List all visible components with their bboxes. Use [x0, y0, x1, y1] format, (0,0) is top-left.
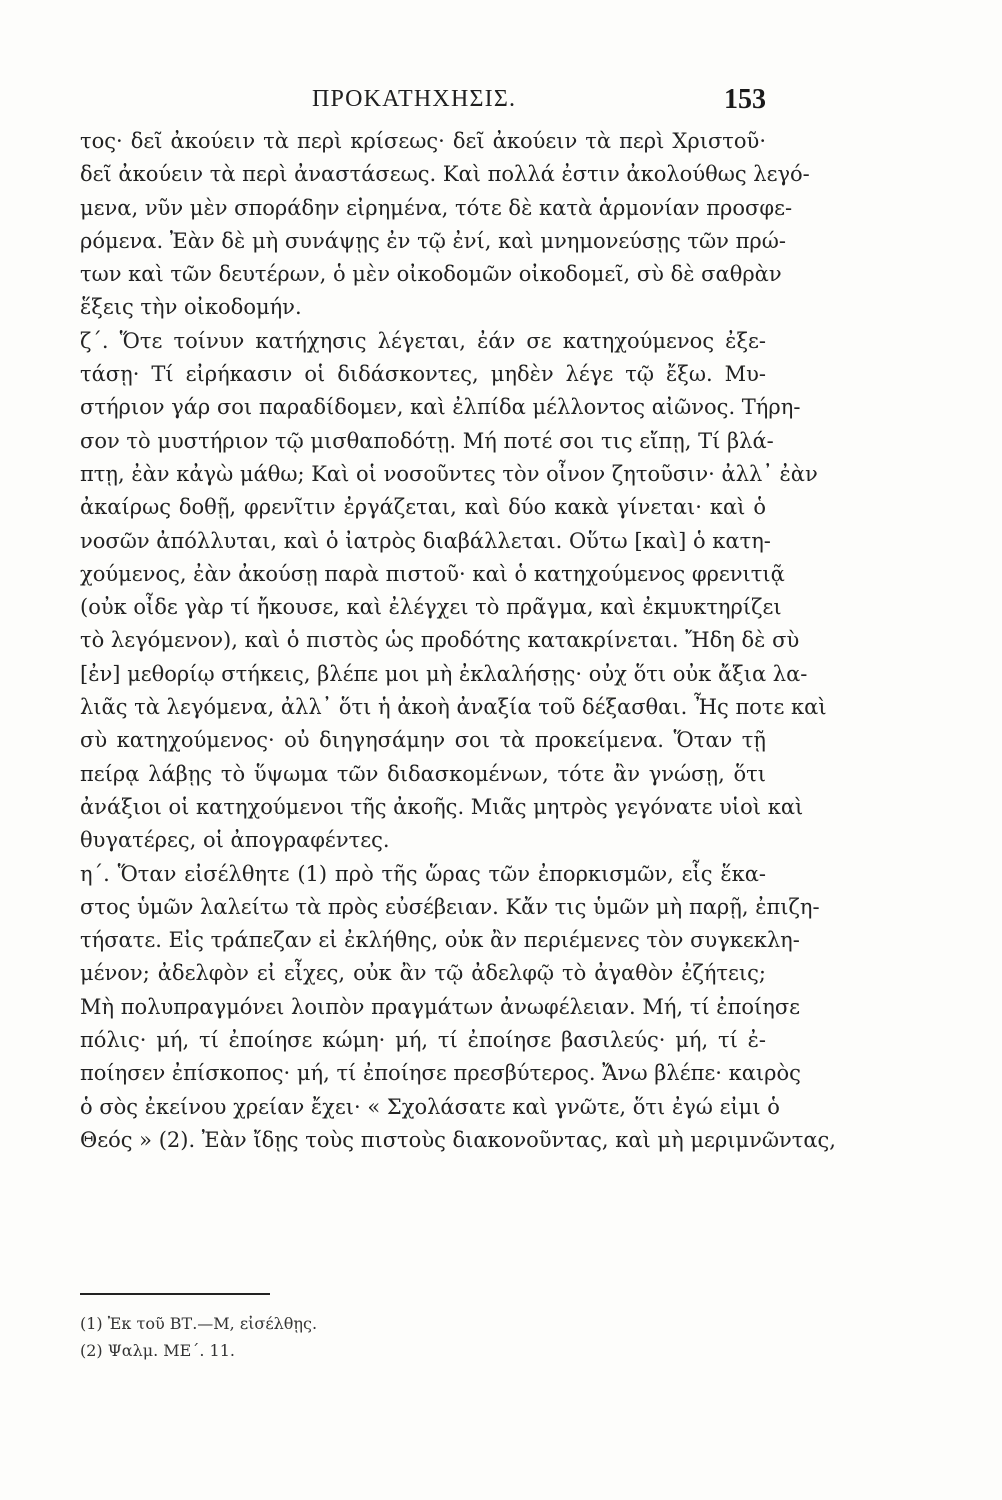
running-title: ΠΡΟΚΑΤΗΧΗΣΙΣ. [312, 86, 517, 112]
text-line: μενα, νῦν μὲν σποράδην εἰρημένα, τότε δὲ κατὰ ἁρμονίαν προσφε- [80, 195, 793, 220]
text-line: (οὐκ οἶδε γὰρ τί ἤκουσε, καὶ ἐλέγχει τὸ πρᾶγμα, καὶ ἐκμυκτηρίζει [80, 595, 782, 620]
text-line: σὺ κατηχούμενος· οὐ διηγησάμην σοι τὰ προκείμενα. Ὅταν τῇ [80, 728, 766, 753]
text-line: δεῖ ἀκούειν τὰ περὶ ἀναστάσεως. Καὶ πολλά ἐστιν ἀκολούθως λεγό- [80, 162, 810, 187]
footnote-divider [80, 1293, 270, 1295]
page-number: 153 [724, 84, 766, 115]
text-line: τήσατε. Εἰς τράπεζαν εἰ ἐκλήθης, οὐκ ἂν περιέμενες τὸν συγκεκλη- [80, 928, 800, 953]
text-line: στος ὑμῶν λαλείτω τὰ πρὸς εὐσέβειαν. Κἄν τις ὑμῶν μὴ παρῇ, ἐπιζη- [80, 894, 820, 919]
text-line: Θεός » (2). Ἐὰν ἴδῃς τοὺς πιστοὺς διακονοῦντας, καὶ μὴ μεριμνῶντας, [80, 1127, 836, 1152]
text-line: νοσῶν ἀπόλλυται, καὶ ὁ ἰατρὸς διαβάλλεται. Οὕτω [καὶ] ὁ κατη- [80, 528, 771, 553]
text-line: ἕξεις τὴν οἰκοδομήν. [80, 295, 302, 320]
text-line: ἀνάξιοι οἱ κατηχούμενοι τῆς ἀκοῆς. Μιᾶς μητρὸς γεγόνατε υἱοὶ καὶ [80, 794, 804, 819]
text-line: η΄. Ὅταν εἰσέλθητε (1) πρὸ τῆς ὥρας τῶν ἐπορκισμῶν, εἷς ἕκα- [80, 861, 766, 886]
text-line: ποίησεν ἐπίσκοπος· μή, τί ἐποίησε πρεσβύτερος. Ἄνω βλέπε· καιρὸς [80, 1061, 801, 1086]
text-line: ζ΄. Ὅτε τοίνυν κατήχησις λέγεται, ἐάν σε κατηχούμενος ἐξε- [80, 328, 766, 353]
text-line: πείρᾳ λάβῃς τὸ ὕψωμα τῶν διδασκομένων, τότε ἂν γνώσῃ, ὅτι [80, 761, 766, 786]
footnote: (2) Ψαλμ. ΜΕ΄. 11. [80, 1341, 235, 1360]
footnotes [80, 1310, 580, 1364]
text-line: σον τὸ μυστήριον τῷ μισθαποδότῃ. Μή ποτέ σοι τις εἴπῃ, Τί βλά- [80, 428, 774, 453]
text-line: ρόμενα. Ἐὰν δὲ μὴ συνάψῃς ἐν τῷ ἐνί, καὶ μνημονεύσῃς τῶν πρώ- [80, 228, 786, 253]
text-line: τάσῃ· Τί εἰρήκασιν οἱ διδάσκοντες, μηδὲν λέγε τῷ ἔξω. Μυ- [80, 362, 766, 387]
text-line: [ἐν] μεθορίῳ στήκεις, βλέπε μοι μὴ ἐκλαλήσῃς· οὐχ ὅτι οὐκ ἄξια λα- [80, 661, 808, 686]
text-line: πόλις· μή, τί ἐποίησε κώμη· μή, τί ἐποίησε βασιλεύς· μή, τί ἐ- [80, 1028, 766, 1053]
body-text [80, 125, 836, 1157]
text-line: ὁ σὸς ἐκείνου χρείαν ἔχει· « Σχολάσατε καὶ γνῶτε, ὅτι ἐγώ εἰμι ὁ [80, 1094, 780, 1119]
text-line: χούμενος, ἐὰν ἀκούσῃ παρὰ πιστοῦ· καὶ ὁ κατηχούμενος φρενιτιᾷ [80, 561, 785, 586]
text-line: μένον; ἀδελφὸν εἰ εἶχες, οὐκ ἂν τῷ ἀδελφῷ τὸ ἀγαθὸν ἐζήτεις; [80, 961, 766, 986]
text-line: στήριον γάρ σοι παραδίδομεν, καὶ ἐλπίδα μέλλοντος αἰῶνος. Τήρη- [80, 395, 801, 420]
text-line: θυγατέρες, οἱ ἀπογραφέντες. [80, 828, 390, 853]
text-line: ἀκαίρως δοθῇ, φρενῖτιν ἐργάζεται, καὶ δύο κακὰ γίνεται· καὶ ὁ [80, 495, 766, 520]
text-line: τὸ λεγόμενον), καὶ ὁ πιστὸς ὡς προδότης κατακρίνεται. Ἤδη δὲ σὺ [80, 628, 800, 653]
text-line: τος· δεῖ ἀκούειν τὰ περὶ κρίσεως· δεῖ ἀκούειν τὰ περὶ Χριστοῦ· [80, 129, 766, 153]
text-line: Μὴ πολυπραγμόνει λοιπὸν πραγμάτων ἀνωφέλειαν. Μή, τί ἐποίησε [80, 994, 801, 1019]
text-line: λιᾶς τὰ λεγόμενα, ἀλλ᾽ ὅτι ἡ ἀκοὴ ἀναξία τοῦ δέξασθαι. Ἦς ποτε καὶ [80, 695, 827, 720]
running-head [80, 86, 766, 122]
text-line: πτῃ, ἐὰν κἀγὼ μάθω; Καὶ οἱ νοσοῦντες τὸν οἶνον ζητοῦσιν· ἀλλ᾽ ἐὰν [80, 461, 818, 486]
footnote: (1) Ἐκ τοῦ ΒΤ.—Μ, εἰσέλθῃς. [80, 1314, 318, 1333]
text-line: των καὶ τῶν δευτέρων, ὁ μὲν οἰκοδομῶν οἰκοδομεῖ, σὺ δὲ σαθρὰν [80, 262, 782, 287]
